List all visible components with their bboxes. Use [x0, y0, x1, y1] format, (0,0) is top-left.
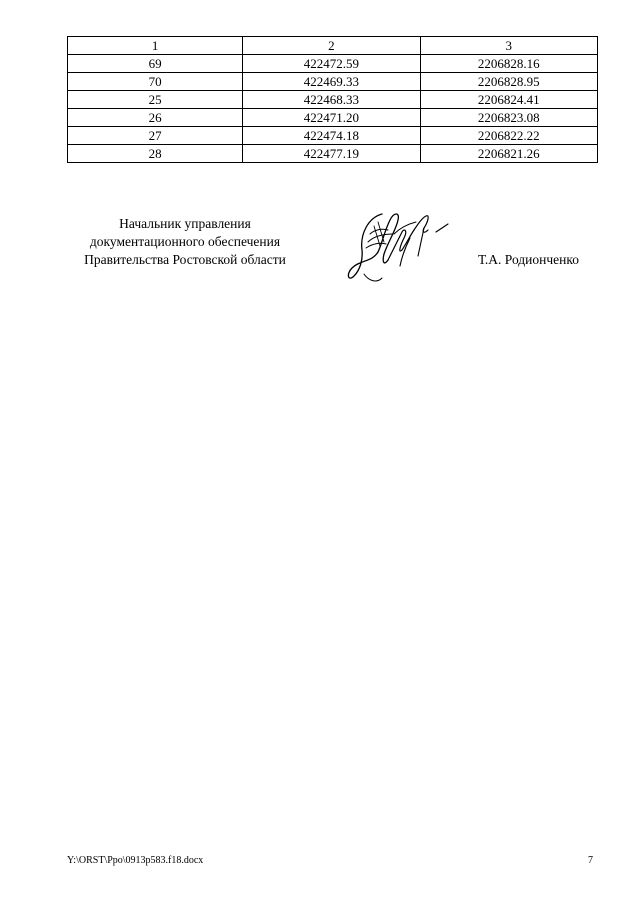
table-row [68, 127, 598, 145]
signer-position [60, 215, 310, 269]
signer-position-line: Начальник управления [119, 216, 251, 231]
table-cell: 70 [68, 73, 243, 91]
table-header-cell: 1 [68, 37, 243, 55]
table-cell: 422471.20 [243, 109, 420, 127]
table-cell: 28 [68, 145, 243, 163]
table-cell: 27 [68, 127, 243, 145]
table-cell: 2206822.22 [420, 127, 597, 145]
signer-position-line: Правительства Ростовской области [84, 252, 286, 267]
signer-name: Т.А. Родионченко [478, 252, 579, 267]
signer-position-line: документационного обеспечения [89, 234, 281, 249]
table-header-cell: 2 [243, 37, 420, 55]
table-row [68, 55, 598, 73]
table-cell: 2206824.41 [420, 91, 597, 109]
table-row [68, 73, 598, 91]
table-cell: 2206821.26 [420, 145, 597, 163]
table-row [68, 145, 598, 163]
table-cell: 422474.18 [243, 127, 420, 145]
footer-page-number: 7 [588, 855, 593, 866]
table-row [68, 91, 598, 109]
table-cell: 25 [68, 91, 243, 109]
handwritten-signature-icon [338, 204, 456, 290]
table-cell: 69 [68, 55, 243, 73]
table-cell: 422469.33 [243, 73, 420, 91]
table-cell: 26 [68, 109, 243, 127]
table-cell: 422468.33 [243, 91, 420, 109]
table-cell: 2206828.95 [420, 73, 597, 91]
coordinates-table [67, 36, 598, 163]
table-cell: 2206828.16 [420, 55, 597, 73]
table-header-cell: 3 [420, 37, 597, 55]
table-cell: 422477.19 [243, 145, 420, 163]
table-cell: 422472.59 [243, 55, 420, 73]
table-row [68, 109, 598, 127]
footer-file-path: Y:\ORST\Ppo\0913p583.f18.docx [67, 855, 204, 866]
table-header-row [68, 37, 598, 55]
table-cell: 2206823.08 [420, 109, 597, 127]
